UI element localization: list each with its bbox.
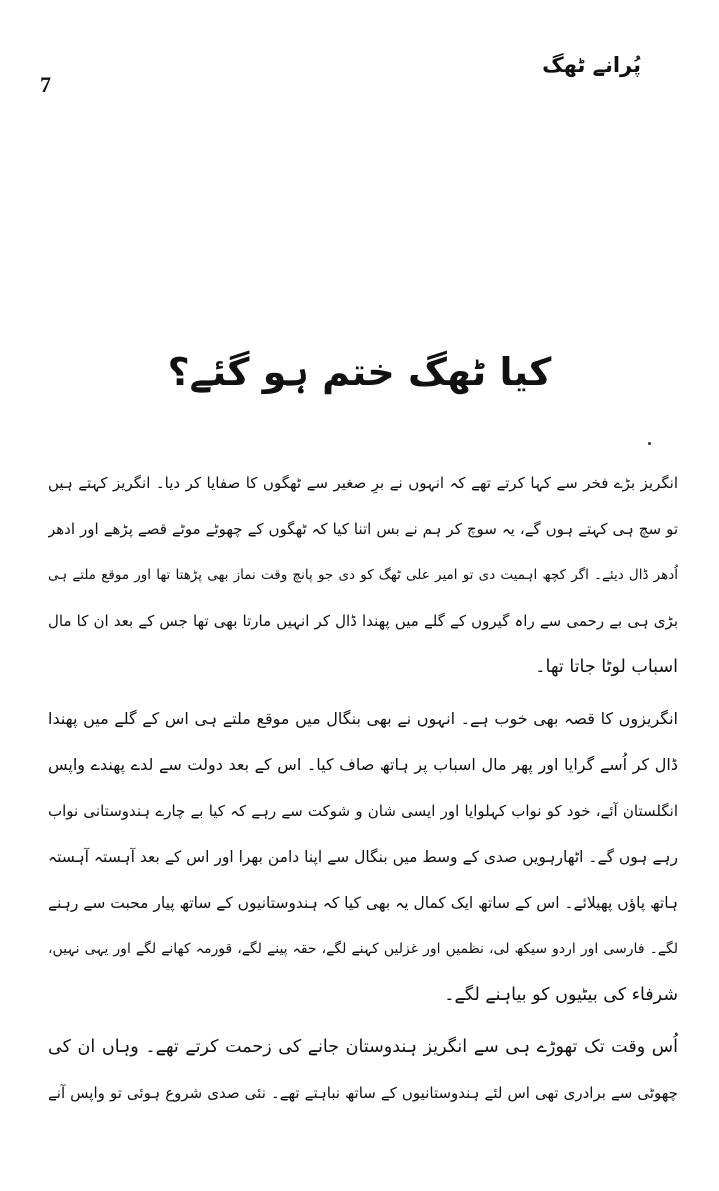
- text-line: انگریز بڑے فخر سے کہا کرتے تھے کہ انہوں نے برِ صغیر سے ٹھگوں کا صفایا کر دیا۔ انگریز کہتے ہیں: [48, 474, 678, 492]
- text-line: شرفاء کی بیٹیوں کو بیاہنے لگے۔: [444, 985, 678, 1005]
- text-line: انگریزوں کا قصہ بھی خوب ہے۔ انہوں نے بھی بنگال میں موقع ملتے ہی اس کے گلے میں پھندا: [48, 709, 678, 728]
- text-line: اسباب لوٹا جاتا تھا۔: [535, 657, 678, 677]
- text-line: اُس وقت تک تھوڑے ہی سے انگریز ہندوستان جانے کی زحمت کرتے تھے۔ وہاں ان کی: [48, 1037, 678, 1057]
- page-number: 7: [40, 72, 51, 97]
- text-line: تو سچ ہی کہتے ہوں گے، یہ سوچ کر ہم نے بس اتنا کیا کہ ٹھگوں کے چھوٹے موٹے قصے پڑھے اور ادھر: [48, 520, 678, 538]
- text-line: رہے ہوں گے۔ اٹھارہویں صدی کے وسط میں بنگال سے اپنا دامن بھرا اور اس کے بعد آہستہ آہستہ: [48, 848, 678, 866]
- text-line: لگے۔ فارسی اور اردو سیکھ لی، نظمیں اور غزلیں کہنے لگے، حقہ پینے لگے، قورمہ کھانے لگے اور یہی نہیں،: [48, 941, 678, 957]
- text-line: بڑی ہی بے رحمی سے راہ گیروں کے گلے میں پھندا ڈال کر انہیں مارتا بھی تھا جس کے بعد ان کا مال: [48, 612, 678, 630]
- text-line: انگلستان آئے، خود کو نواب کہلوایا اور ایسی شان و شوکت سے رہے کہ کیا بے چارے ہندوستانی نواب: [48, 802, 678, 820]
- text-line: ہاتھ پاؤں پھیلائے۔ اس کے ساتھ ایک کمال یہ بھی کیا کہ ہندوستانیوں کے ساتھ پیار محبت سے رہنے: [48, 894, 678, 912]
- chapter-title: کیا ٹھگ ختم ہو گئے؟: [167, 350, 552, 394]
- text-line: ڈال کر اُسے گرایا اور پھر مال اسباب پر ہاتھ صاف کیا۔ اس کے بعد دولت سے لدے پھندے واپس: [48, 755, 678, 774]
- running-head: پُرانے ٹھگ: [542, 53, 641, 77]
- text-line: اُدھر ڈال دیئے۔ اگر کچھ اہمیت دی تو امیر علی ٹھگ کو دی جو پانچ وقت نماز بھی پڑھتا تھا اور موقع ملتے ہی: [48, 567, 678, 583]
- body-text: [48, 460, 678, 1116]
- text-line: چھوٹی سے برادری تھی اس لئے ہندوستانیوں کے ساتھ نباہتے تھے۔ نئی صدی شروع ہوئی تو واپس آنے: [48, 1084, 678, 1102]
- scan-speck: [648, 442, 651, 445]
